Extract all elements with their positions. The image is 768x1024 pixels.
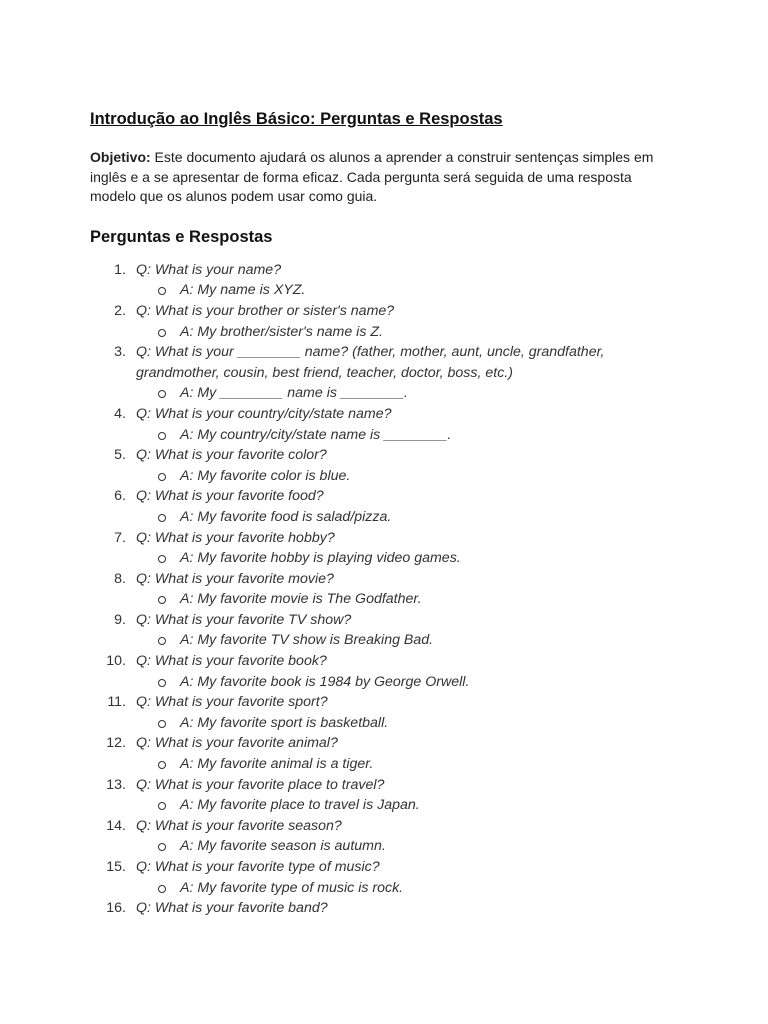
answer-text: A: My ________ name is ________. [180,385,408,402]
question-text: Q: What is your favorite food? [136,488,324,505]
hollow-bullet-icon [158,720,166,728]
hollow-bullet-icon [158,432,166,440]
qa-item [90,857,690,898]
question-row [90,445,656,466]
hollow-bullet-icon [158,555,166,563]
question-row [90,528,656,549]
question-row [90,486,656,507]
answer-row [90,836,690,857]
answer-row [90,322,690,343]
hollow-bullet-icon [158,287,166,295]
answer-row [90,589,690,610]
question-text: Q: What is your favorite movie? [136,570,334,587]
answer-text: A: My name is XYZ. [180,282,306,299]
answer-row [90,548,690,569]
qa-item [90,898,690,919]
answer-row [90,878,690,899]
question-row [90,692,656,713]
question-row [90,857,656,878]
question-text: Q: What is your favorite band? [136,900,328,917]
objective-text: Este documento ajudará os alunos a aprender a construir sentenças simples em inglês e a se apresentar de forma eficaz. Cada pergunta será seguida de uma resposta modelo que os alunos podem usar como guia. [90,149,654,205]
answer-text: A: My favorite place to travel is Japan. [180,797,420,814]
qa-item [90,528,690,569]
question-text: Q: What is your country/city/state name? [136,405,392,422]
question-number: 2. [114,302,126,319]
question-text: Q: What is your ________ name? (father, mother, aunt, uncle, grandfather, grandmother, cousin, best friend, teacher, doctor, boss, etc.) [136,344,605,381]
question-number: 9. [114,611,126,628]
hollow-bullet-icon [158,637,166,645]
question-text: Q: What is your favorite book? [136,653,327,670]
qa-item [90,775,690,816]
hollow-bullet-icon [158,761,166,769]
answer-row [90,425,690,446]
answer-row [90,466,690,487]
question-number: 16. [106,900,126,917]
qa-item [90,260,690,301]
question-number: 11. [107,694,126,711]
question-text: Q: What is your favorite hobby? [136,529,335,546]
question-text: Q: What is your favorite season? [136,817,342,834]
hollow-bullet-icon [158,473,166,481]
objective-paragraph [90,148,680,207]
hollow-bullet-icon [158,329,166,337]
question-row [90,342,656,383]
question-row [90,733,656,754]
question-number: 15. [106,859,126,875]
qa-item [90,610,690,651]
question-row [90,569,656,590]
qa-item [90,301,690,342]
qa-item [90,816,690,857]
document-title: Introdução ao Inglês Básico: Perguntas e Respostas [90,110,503,128]
qa-list [90,260,690,919]
question-text: Q: What is your favorite animal? [136,735,338,752]
hollow-bullet-icon [158,679,166,687]
answer-row [90,795,690,816]
qa-item [90,569,690,610]
qa-item [90,692,690,733]
question-number: 3. [114,344,126,361]
question-number: 12. [106,735,126,752]
question-row [90,651,656,672]
hollow-bullet-icon [158,390,166,398]
hollow-bullet-icon [158,843,166,851]
question-row [90,610,656,631]
section-heading: Perguntas e Respostas [90,227,273,246]
question-number: 6. [114,488,126,505]
question-text: Q: What is your favorite sport? [136,694,328,711]
answer-row [90,630,690,651]
answer-row [90,672,690,693]
answer-text: A: My favorite color is blue. [180,467,351,484]
hollow-bullet-icon [158,885,166,893]
hollow-bullet-icon [158,514,166,522]
answer-row [90,713,690,734]
objective-label: Objetivo: [90,149,151,165]
question-row [90,898,656,919]
answer-text: A: My favorite animal is a tiger. [180,756,374,773]
answer-text: A: My favorite food is salad/pizza. [180,508,392,525]
question-text: Q: What is your brother or sister's name? [136,302,395,319]
answer-text: A: My favorite season is autumn. [180,838,386,855]
question-number: 7. [114,529,126,546]
question-number: 10. [106,653,126,670]
question-row [90,260,656,281]
qa-item [90,404,690,445]
question-row [90,404,656,425]
qa-item [90,651,690,692]
question-number: 4. [114,405,126,422]
answer-text: A: My favorite type of music is rock. [180,879,404,896]
question-number: 1. [114,261,126,278]
qa-item [90,445,690,486]
question-number: 13. [106,776,126,793]
hollow-bullet-icon [158,596,166,604]
question-row [90,816,656,837]
answer-text: A: My brother/sister's name is Z. [180,323,383,340]
answer-row [90,507,690,528]
answer-row [90,383,690,404]
question-number: 8. [114,570,126,587]
answer-row [90,280,690,301]
document-page [90,108,690,919]
answer-text: A: My favorite TV show is Breaking Bad. [180,632,434,649]
hollow-bullet-icon [158,802,166,810]
answer-text: A: My favorite hobby is playing video games. [180,550,461,567]
question-number: 14. [106,817,126,834]
question-text: Q: What is your favorite type of music? [136,859,380,875]
answer-text: A: My favorite movie is The Godfather. [180,591,422,608]
qa-item [90,733,690,774]
answer-row [90,754,690,775]
question-text: Q: What is your favorite place to travel? [136,776,385,793]
question-text: Q: What is your name? [136,261,282,278]
question-row [90,301,656,322]
answer-text: A: My favorite book is 1984 by George Orwell. [180,673,470,690]
answer-text: A: My favorite sport is basketball. [180,714,389,731]
question-text: Q: What is your favorite color? [136,447,327,464]
question-text: Q: What is your favorite TV show? [136,611,352,628]
question-row [90,775,656,796]
qa-item [90,342,690,404]
qa-item [90,486,690,527]
answer-text: A: My country/city/state name is ________. [180,426,452,443]
question-number: 5. [114,447,126,464]
